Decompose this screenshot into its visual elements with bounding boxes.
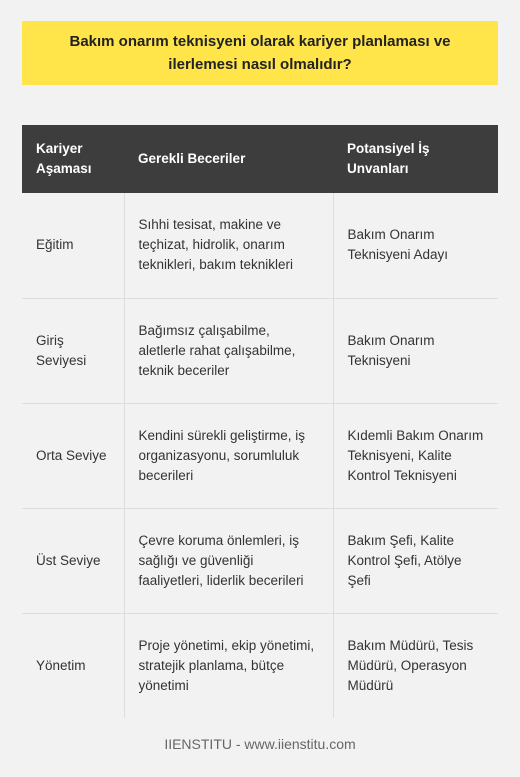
cell-stage: Yönetim — [22, 613, 124, 718]
table-row — [22, 508, 498, 613]
page-title: Bakım onarım teknisyeni olarak kariyer planlaması ve ilerlemesi nasıl olmalıdır? — [69, 33, 451, 73]
table-row — [22, 403, 498, 508]
cell-skills: Sıhhi tesisat, makine ve teçhizat, hidrolik, onarım teknikleri, bakım teknikleri — [124, 193, 333, 298]
header-required-skills: Gerekli Beceriler — [124, 125, 333, 193]
cell-skills: Proje yönetimi, ekip yönetimi, stratejik planlama, bütçe yönetimi — [124, 613, 333, 718]
cell-titles: Bakım Müdürü, Tesis Müdürü, Operasyon Müdürü — [333, 613, 498, 718]
cell-skills: Çevre koruma önlemleri, iş sağlığı ve güvenliği faaliyetleri, liderlik becerileri — [124, 508, 333, 613]
cell-stage: Üst Seviye — [22, 508, 124, 613]
cell-titles: Kıdemli Bakım Onarım Teknisyeni, Kalite Kontrol Teknisyeni — [333, 403, 498, 508]
title-banner — [22, 21, 498, 85]
cell-stage: Orta Seviye — [22, 403, 124, 508]
cell-titles: Bakım Onarım Teknisyeni Adayı — [333, 193, 498, 298]
cell-skills: Kendini sürekli geliştirme, iş organizasyonu, sorumluluk becerileri — [124, 403, 333, 508]
table-row — [22, 298, 498, 403]
cell-stage: Eğitim — [22, 193, 124, 298]
header-career-stage: Kariyer Aşaması — [22, 125, 124, 193]
header-job-titles: Potansiyel İş Unvanları — [333, 125, 498, 193]
footer-credit: IIENSTITU - www.iienstitu.com — [164, 736, 356, 752]
cell-titles: Bakım Şefi, Kalite Kontrol Şefi, Atölye Şefi — [333, 508, 498, 613]
cell-titles: Bakım Onarım Teknisyeni — [333, 298, 498, 403]
table-header-row — [22, 125, 498, 193]
table-row — [22, 193, 498, 298]
career-table — [22, 125, 498, 718]
cell-skills: Bağımsız çalışabilme, aletlerle rahat çalışabilme, teknik beceriler — [124, 298, 333, 403]
cell-stage: Giriş Seviyesi — [22, 298, 124, 403]
table-row — [22, 613, 498, 718]
